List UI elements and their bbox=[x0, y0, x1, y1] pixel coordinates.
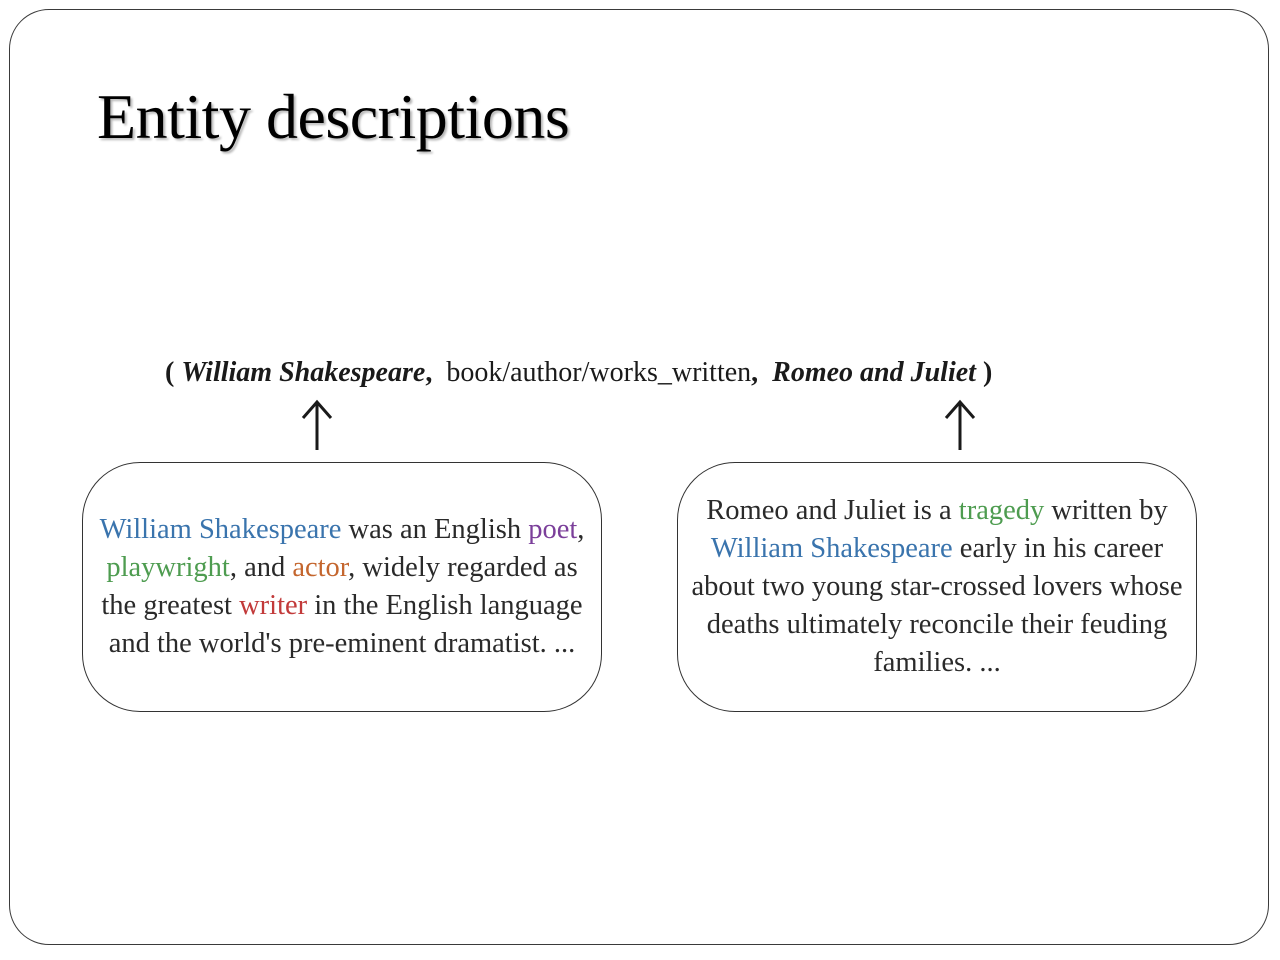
description-text: written by bbox=[1044, 495, 1168, 526]
triple-separator: , bbox=[751, 357, 759, 388]
triple-relation: book/author/works_written bbox=[446, 357, 752, 388]
triple-separator: , bbox=[425, 357, 433, 388]
highlight-writer: writer bbox=[239, 590, 308, 621]
triple-head-entity: William Shakespeare bbox=[181, 357, 426, 388]
highlight-person: William Shakespeare bbox=[710, 533, 953, 564]
triple-close-paren: ) bbox=[982, 357, 993, 388]
head-entity-description bbox=[83, 511, 601, 663]
description-text: was an English bbox=[341, 514, 529, 545]
description-text: , bbox=[577, 514, 585, 545]
highlight-poet: poet bbox=[528, 514, 578, 545]
description-text: , widely regarded as the greatest bbox=[101, 552, 578, 621]
highlight-actor: actor bbox=[292, 552, 349, 583]
head-entity-description-box bbox=[82, 462, 602, 712]
up-arrow-icon bbox=[300, 398, 334, 452]
triple-open-paren: ( bbox=[165, 357, 175, 388]
tail-entity-description-box bbox=[677, 462, 1197, 712]
up-arrow-icon bbox=[943, 398, 977, 452]
description-text: Romeo and Juliet is a bbox=[706, 495, 959, 526]
knowledge-triple bbox=[165, 357, 1125, 389]
slide-title: Entity descriptions bbox=[97, 81, 570, 152]
highlight-playwright: playwright bbox=[106, 552, 230, 583]
highlight-tragedy: tragedy bbox=[958, 495, 1045, 526]
description-text: in the English language and the world's pre-eminent dramatist. ... bbox=[108, 590, 583, 659]
tail-entity-description bbox=[678, 492, 1196, 682]
triple-tail-entity: Romeo and Juliet bbox=[772, 357, 976, 388]
highlight-person: William Shakespeare bbox=[99, 514, 342, 545]
description-text: early in his career about two young star-crossed lovers whose deaths ultimately reconcile their feuding families. ... bbox=[691, 533, 1183, 678]
description-text: , and bbox=[229, 552, 293, 583]
